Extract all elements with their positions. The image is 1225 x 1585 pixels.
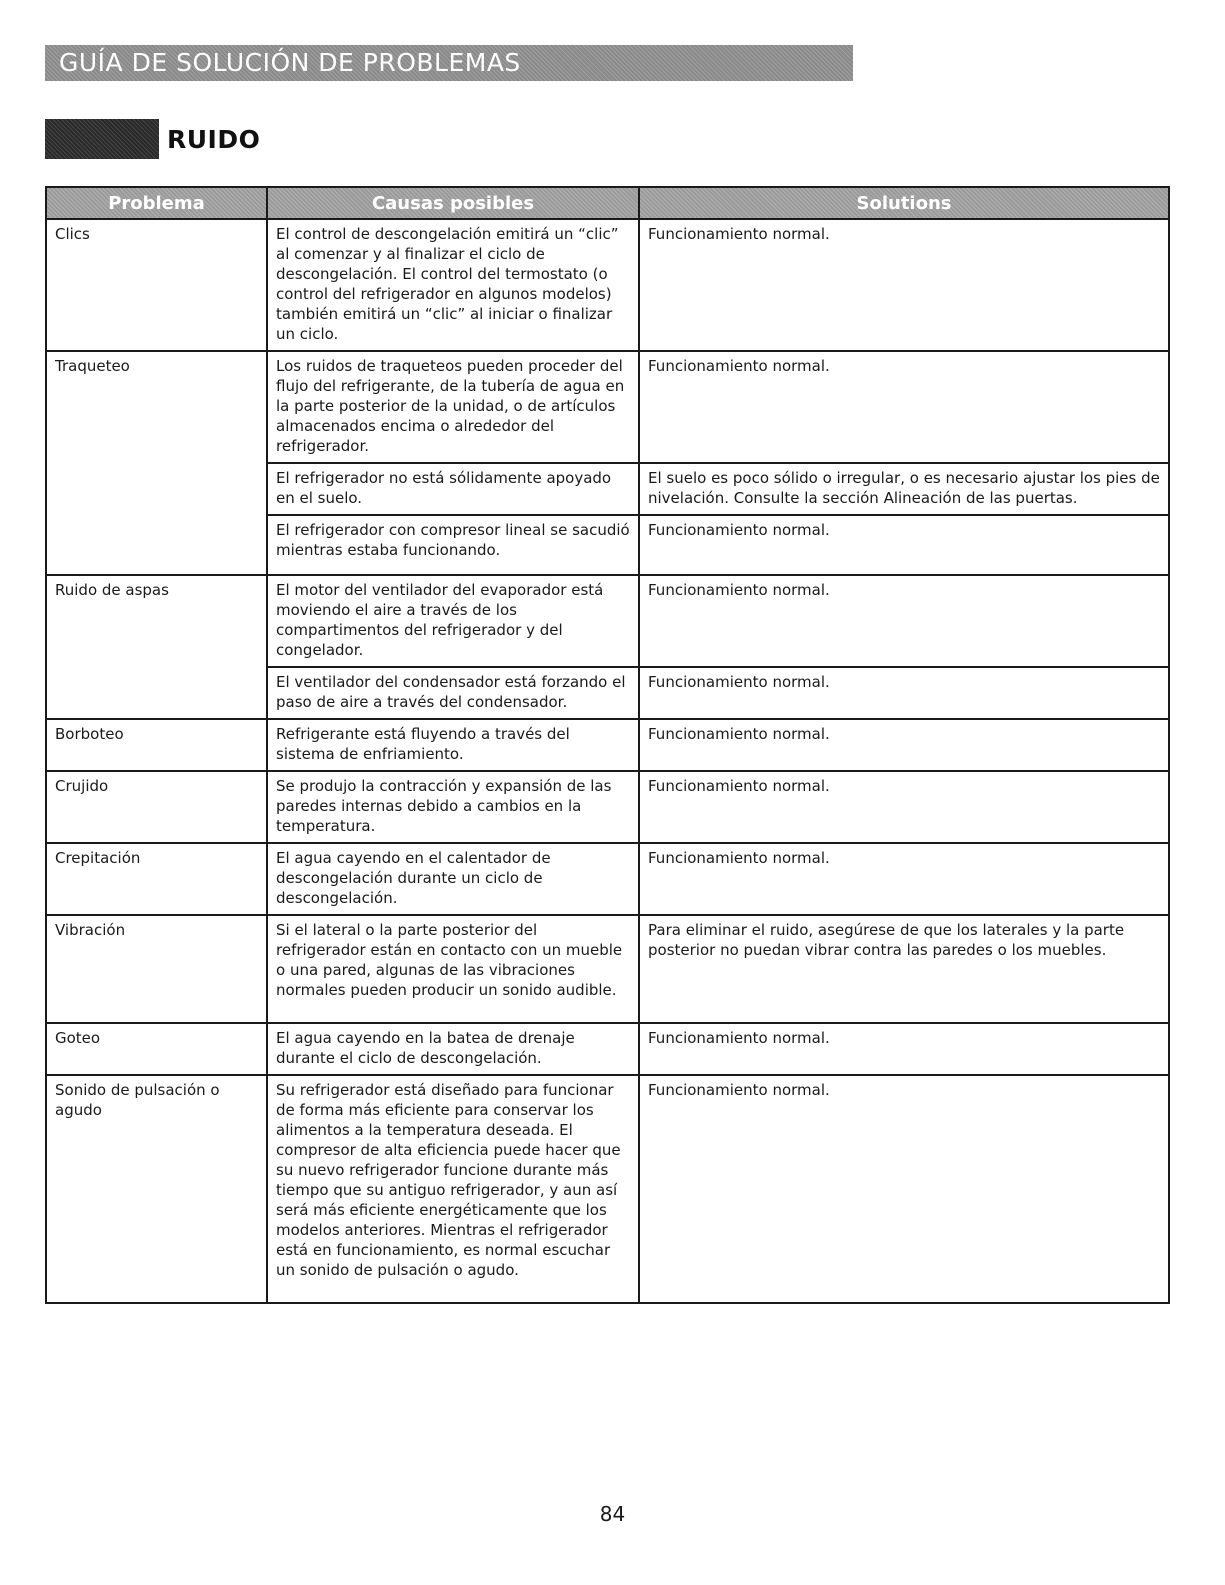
solution-cell: Para eliminar el ruido, asegúrese de que los laterales y la parte posterior no puedan vibrar contra las paredes o los muebles. bbox=[639, 915, 1169, 1023]
table-row bbox=[46, 1023, 1169, 1075]
problem-cell: Vibración bbox=[46, 915, 267, 1023]
problem-cell: Ruido de aspas bbox=[46, 575, 267, 719]
cause-cell: El agua cayendo en el calentador de descongelación durante un ciclo de descongelación. bbox=[267, 843, 639, 915]
section-heading bbox=[45, 119, 260, 159]
cause-cell: Si el lateral o la parte posterior del refrigerador están en contacto con un mueble o una pared, algunas de las vibraciones normales pueden producir un sonido audible. bbox=[267, 915, 639, 1023]
section-banner: GUÍA DE SOLUCIÓN DE PROBLEMAS bbox=[45, 45, 853, 81]
table-header-row bbox=[46, 187, 1169, 219]
cause-cell: El refrigerador no está sólidamente apoyado en el suelo. bbox=[267, 463, 639, 515]
table-row bbox=[46, 1075, 1169, 1303]
solution-cell: Funcionamiento normal. bbox=[639, 667, 1169, 719]
cause-cell: El agua cayendo en la batea de drenaje durante el ciclo de descongelación. bbox=[267, 1023, 639, 1075]
cause-cell: El motor del ventilador del evaporador está moviendo el aire a través de los compartimentos del refrigerador y del congelador. bbox=[267, 575, 639, 667]
solution-cell: Funcionamiento normal. bbox=[639, 771, 1169, 843]
cause-cell: Los ruidos de traqueteos pueden proceder del flujo del refrigerante, de la tubería de agua en la parte posterior de la unidad, o de artículos almacenados encima o alrededor del refrigerador. bbox=[267, 351, 639, 463]
table-row bbox=[46, 351, 1169, 463]
table-row bbox=[46, 915, 1169, 1023]
section-marker bbox=[45, 119, 159, 159]
header-solutions: Solutions bbox=[639, 187, 1169, 219]
page-number: 84 bbox=[599, 1502, 626, 1526]
solution-cell: Funcionamiento normal. bbox=[639, 219, 1169, 351]
troubleshooting-table bbox=[45, 186, 1170, 1304]
table-row bbox=[46, 719, 1169, 771]
solution-cell: Funcionamiento normal. bbox=[639, 843, 1169, 915]
cause-cell: Su refrigerador está diseñado para funcionar de forma más eficiente para conservar los alimentos a la temperatura deseada. El compresor de alta eficiencia puede hacer que su nuevo refrigerador funcione durante más tiempo que su antiguo refrigerador, y aun así será más eficiente energéticamente que los modelos anteriores. Mientras el refrigerador está en funcionamiento, es normal escuchar un sonido de pulsación o agudo. bbox=[267, 1075, 639, 1303]
cause-cell: El control de descongelación emitirá un “clic” al comenzar y al finalizar el ciclo de descongelación. El control del termostato (o control del refrigerador en algunos modelos) también emitirá un “clic” al iniciar o finalizar un ciclo. bbox=[267, 219, 639, 351]
problem-cell: Goteo bbox=[46, 1023, 267, 1075]
table-row bbox=[46, 219, 1169, 351]
cause-cell: El ventilador del condensador está forzando el paso de aire a través del condensador. bbox=[267, 667, 639, 719]
problem-cell: Clics bbox=[46, 219, 267, 351]
problem-cell: Borboteo bbox=[46, 719, 267, 771]
problem-cell: Traqueteo bbox=[46, 351, 267, 575]
header-causes: Causas posibles bbox=[267, 187, 639, 219]
cause-cell: Refrigerante está fluyendo a través del sistema de enfriamiento. bbox=[267, 719, 639, 771]
solution-cell: El suelo es poco sólido o irregular, o es necesario ajustar los pies de nivelación. Consulte la sección Alineación de las puertas. bbox=[639, 463, 1169, 515]
problem-cell: Crepitación bbox=[46, 843, 267, 915]
cause-cell: Se produjo la contracción y expansión de las paredes internas debido a cambios en la temperatura. bbox=[267, 771, 639, 843]
section-title: RUIDO bbox=[167, 124, 261, 154]
header-problem: Problema bbox=[46, 187, 267, 219]
table-row bbox=[46, 843, 1169, 915]
solution-cell: Funcionamiento normal. bbox=[639, 515, 1169, 575]
solution-cell: Funcionamiento normal. bbox=[639, 1075, 1169, 1303]
table-row bbox=[46, 771, 1169, 843]
solution-cell: Funcionamiento normal. bbox=[639, 1023, 1169, 1075]
cause-cell: El refrigerador con compresor lineal se sacudió mientras estaba funcionando. bbox=[267, 515, 639, 575]
table-row bbox=[46, 575, 1169, 667]
solution-cell: Funcionamiento normal. bbox=[639, 575, 1169, 667]
problem-cell: Crujido bbox=[46, 771, 267, 843]
problem-cell: Sonido de pulsación o agudo bbox=[46, 1075, 267, 1303]
solution-cell: Funcionamiento normal. bbox=[639, 351, 1169, 463]
solution-cell: Funcionamiento normal. bbox=[639, 719, 1169, 771]
